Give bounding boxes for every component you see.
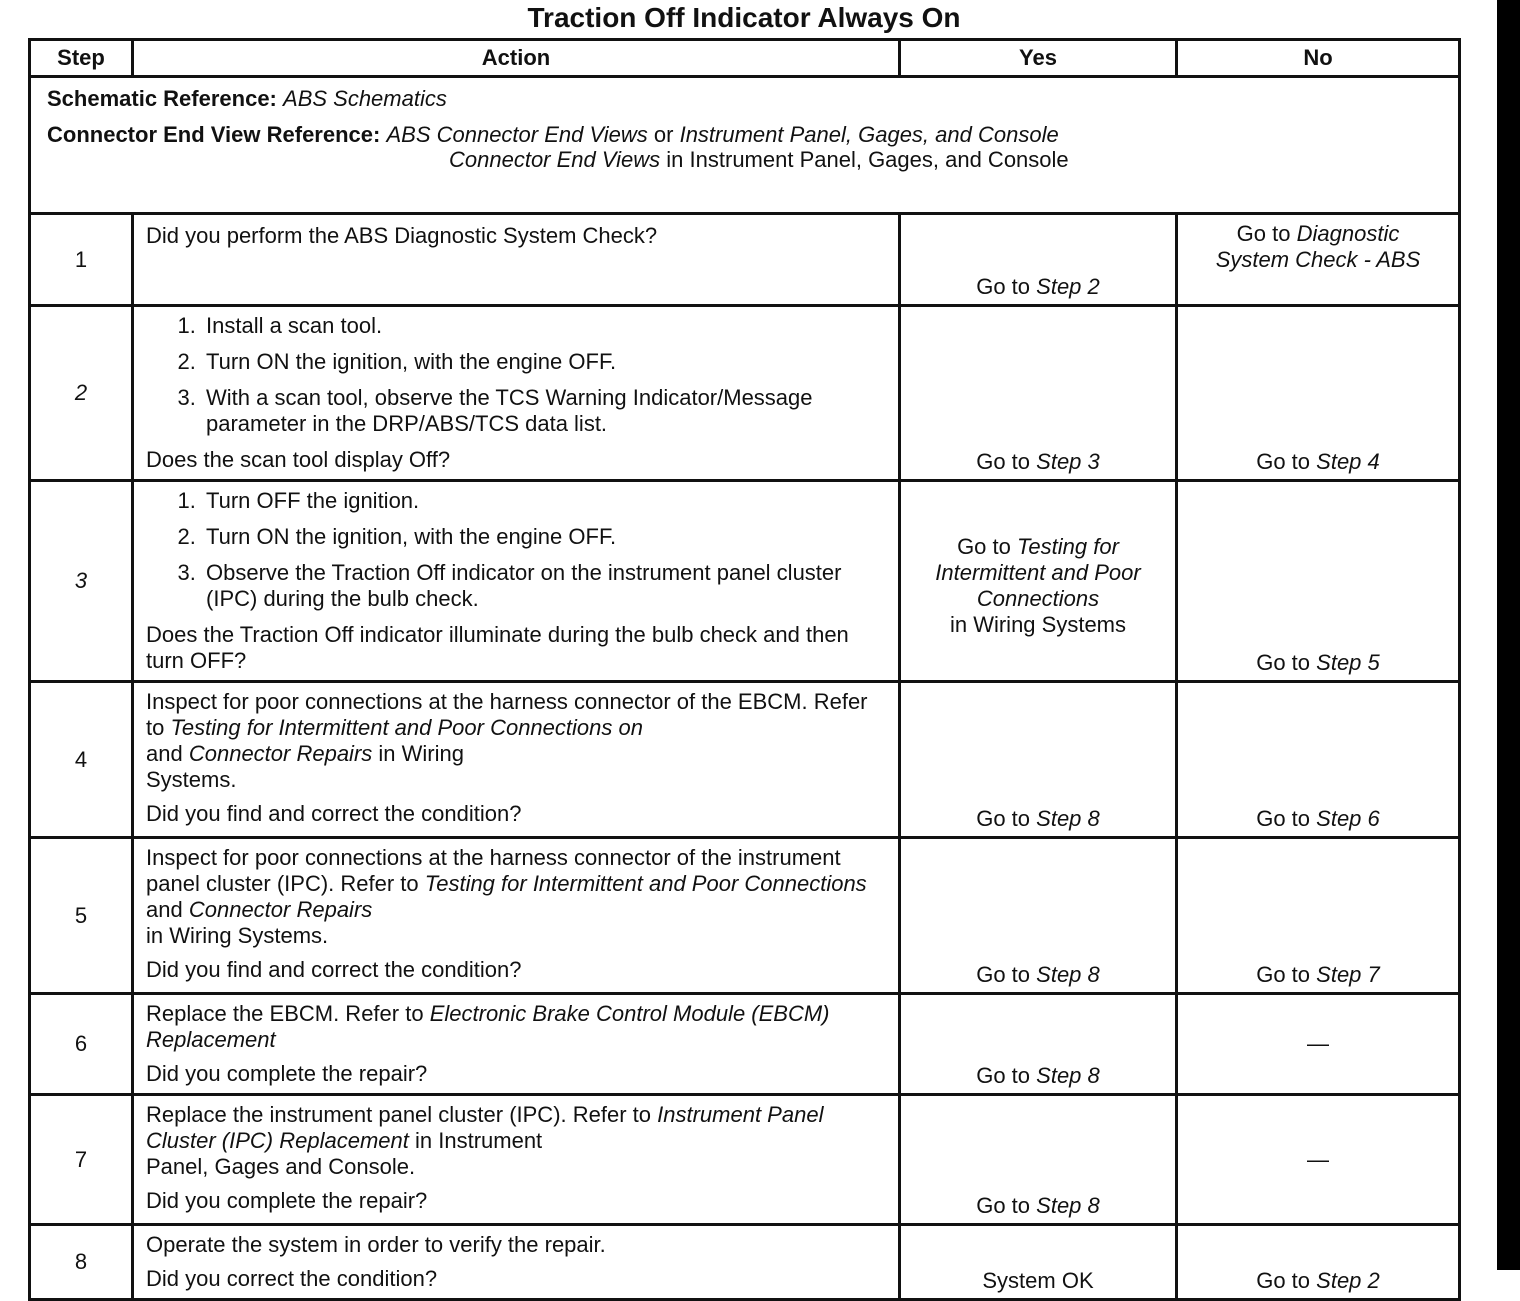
connector-reference-link-3[interactable]: Connector End Views	[449, 147, 661, 172]
no-cell	[1177, 481, 1460, 682]
step-number: 3	[30, 481, 133, 682]
table-row	[30, 1095, 1460, 1225]
step-instructions	[146, 313, 888, 437]
connector-reference-label: Connector End View Reference:	[47, 122, 381, 147]
yes-goto[interactable]: Go to Step 8	[976, 806, 1100, 831]
reference-link[interactable]: Testing for Intermittent and Poor Connections on	[170, 715, 643, 740]
header-row	[30, 40, 1460, 77]
schematic-reference-link[interactable]: ABS Schematics	[283, 86, 447, 111]
col-header-action: Action	[133, 40, 900, 77]
action-cell	[133, 1095, 900, 1225]
step-question: Did you find and correct the condition?	[146, 801, 522, 826]
no-dash: —	[1307, 1146, 1329, 1172]
yes-goto[interactable]: Go to Step 8	[976, 1063, 1100, 1088]
no-cell	[1177, 838, 1460, 994]
step-number: 8	[30, 1225, 133, 1300]
no-goto[interactable]: Go to Step 4	[1256, 449, 1380, 474]
step-instruction: Operate the system in order to verify the repair.	[146, 1232, 606, 1257]
step-number: 2	[30, 306, 133, 481]
yes-cell	[900, 838, 1177, 994]
list-item: 1. Turn OFF the ignition.	[202, 488, 888, 514]
yes-goto[interactable]: Go to Step 3	[976, 449, 1100, 474]
yes-goto[interactable]: Go to Step 8	[976, 962, 1100, 987]
step-instruction: Replace the EBCM. Refer to Electronic Brake Control Module (EBCM) Replacement	[146, 1001, 830, 1052]
step-instruction: Inspect for poor connections at the harness connector of the instrument panel cluster (IPC). Refer to Testing for Intermittent and Poor Connections and Connector Repairs in Wiring Systems.	[146, 845, 867, 948]
step-instructions	[146, 488, 888, 612]
step-number: 6	[30, 994, 133, 1095]
list-item: 2. Turn ON the ignition, with the engine OFF.	[202, 349, 888, 375]
step-instruction: Replace the instrument panel cluster (IPC). Refer to Instrument Panel Cluster (IPC) Replacement in Instrument Panel, Gages and Console.	[146, 1102, 824, 1179]
no-cell	[1177, 994, 1460, 1095]
list-item: 1. Install a scan tool.	[202, 313, 888, 339]
action-cell	[133, 838, 900, 994]
table-row	[30, 682, 1460, 838]
schematic-reference-label: Schematic Reference:	[47, 86, 277, 111]
col-header-yes: Yes	[900, 40, 1177, 77]
connector-reference	[47, 122, 1442, 148]
no-goto[interactable]: Go to Step 2	[1256, 1268, 1380, 1293]
no-goto[interactable]: Go to Step 7	[1256, 962, 1380, 987]
yes-goto[interactable]: Go to Step 8	[976, 1193, 1100, 1218]
table-row	[30, 481, 1460, 682]
list-item: 3. With a scan tool, observe the TCS Warning Indicator/Message parameter in the DRP/ABS/TCS data list.	[202, 385, 888, 437]
table-row	[30, 838, 1460, 994]
step-number: 7	[30, 1095, 133, 1225]
step-number: 5	[30, 838, 133, 994]
step-number: 4	[30, 682, 133, 838]
table-row	[30, 214, 1460, 306]
connector-reference-tail: in Instrument Panel, Gages, and Console	[666, 147, 1069, 172]
step-question: Did you correct the condition?	[146, 1266, 438, 1291]
yes-cell	[900, 214, 1177, 306]
action-cell	[133, 1225, 900, 1300]
col-header-no: No	[1177, 40, 1460, 77]
action-cell	[133, 481, 900, 682]
diagnostic-table	[28, 38, 1461, 1301]
table-row	[30, 306, 1460, 481]
no-dash: —	[1307, 1031, 1329, 1056]
schematic-reference	[47, 86, 1442, 112]
yes-cell	[900, 682, 1177, 838]
connector-reference-continued	[47, 147, 1442, 173]
no-cell	[1177, 306, 1460, 481]
yes-result: System OK	[982, 1268, 1094, 1293]
reference-link[interactable]: Instrument Panel Cluster (IPC) Replacement	[146, 1102, 824, 1153]
reference-row	[30, 77, 1460, 214]
connector-reference-link-2[interactable]: Instrument Panel, Gages, and Console	[679, 122, 1059, 147]
table-row	[30, 994, 1460, 1095]
no-goto[interactable]: Go to Step 5	[1256, 650, 1380, 675]
step-number: 1	[30, 214, 133, 306]
action-cell	[133, 214, 900, 306]
connector-reference-link-1[interactable]: ABS Connector End Views	[386, 122, 648, 147]
reference-link[interactable]: Connector Repairs	[188, 897, 373, 922]
step-question: Did you find and correct the condition?	[146, 957, 522, 982]
no-goto[interactable]: Go to Step 6	[1256, 806, 1380, 831]
no-cell	[1177, 214, 1460, 306]
table-row	[30, 1225, 1460, 1300]
step-question: Did you complete the repair?	[146, 1061, 428, 1086]
step-question: Does the Traction Off indicator illuminate during the bulb check and then turn OFF?	[146, 622, 849, 673]
yes-goto[interactable]: Go to Testing for Intermittent and Poor Connections in Wiring Systems	[935, 534, 1141, 637]
reference-link[interactable]: Testing for Intermittent and Poor Connections	[424, 871, 867, 896]
step-question: Did you perform the ABS Diagnostic System Check?	[146, 223, 658, 248]
reference-cell	[30, 77, 1460, 214]
action-cell	[133, 994, 900, 1095]
action-cell	[133, 306, 900, 481]
list-item: 3. Observe the Traction Off indicator on the instrument panel cluster (IPC) during the bulb check.	[202, 560, 888, 612]
page-title: Traction Off Indicator Always On	[527, 2, 961, 33]
col-header-step: Step	[30, 40, 133, 77]
reference-link[interactable]: Connector Repairs	[188, 741, 373, 766]
step-question: Did you complete the repair?	[146, 1188, 428, 1213]
yes-cell	[900, 306, 1177, 481]
no-cell	[1177, 682, 1460, 838]
no-cell	[1177, 1225, 1460, 1300]
yes-cell	[900, 1225, 1177, 1300]
yes-cell	[900, 994, 1177, 1095]
yes-goto[interactable]: Go to Step 2	[976, 274, 1100, 299]
no-cell	[1177, 1095, 1460, 1225]
action-cell	[133, 682, 900, 838]
list-item: 2. Turn ON the ignition, with the engine OFF.	[202, 524, 888, 550]
step-instruction: Inspect for poor connections at the harness connector of the EBCM. Refer to Testing for Intermittent and Poor Connections on and Connector Repairs in Wiring Systems.	[146, 689, 868, 792]
no-goto[interactable]: Go to Diagnostic System Check - ABS	[1215, 221, 1421, 272]
yes-cell	[900, 1095, 1177, 1225]
yes-cell	[900, 481, 1177, 682]
step-question: Does the scan tool display Off?	[146, 447, 451, 472]
reference-link[interactable]: Electronic Brake Control Module (EBCM) Replacement	[146, 1001, 830, 1052]
page-edge-bar	[1497, 0, 1520, 1270]
connector-reference-or: or	[653, 122, 674, 147]
